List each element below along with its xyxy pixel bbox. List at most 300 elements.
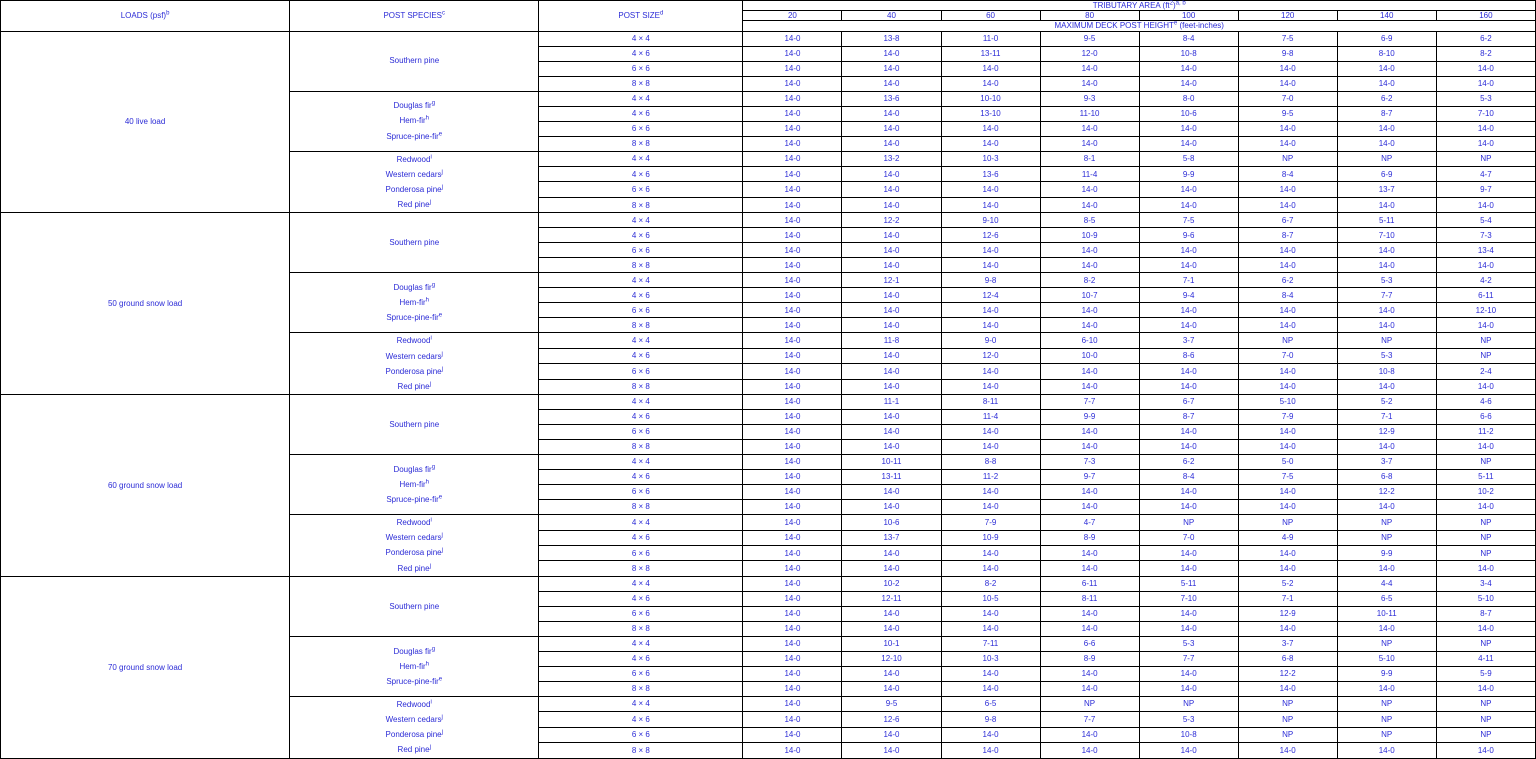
species-name: Spruce-pine-fir$^e$ bbox=[386, 312, 443, 323]
species-name-sup: j bbox=[429, 199, 431, 206]
post-height-value: 14-0 bbox=[1139, 121, 1238, 136]
post-height-value: 14-0 bbox=[1040, 500, 1139, 515]
post-height-value: 12-2 bbox=[1337, 485, 1436, 500]
post-height-value: 14-0 bbox=[743, 712, 842, 727]
band-header-units: (feet-inches) bbox=[1177, 21, 1224, 31]
post-height-value: NP bbox=[1238, 151, 1337, 166]
load-label-cell: 50 ground snow load bbox=[1, 213, 290, 395]
post-height-value: 14-0 bbox=[842, 348, 941, 363]
species-group-cell bbox=[290, 151, 539, 213]
species-group-cell bbox=[290, 395, 539, 455]
post-height-value: 3-7 bbox=[1238, 636, 1337, 651]
post-height-value: 14-0 bbox=[842, 121, 941, 136]
post-height-value: NP bbox=[1040, 696, 1139, 711]
post-size-cell: 4 × 6 bbox=[539, 591, 743, 606]
post-height-value: 14-0 bbox=[1040, 121, 1139, 136]
post-height-value: NP bbox=[1436, 545, 1535, 560]
post-height-value: 14-0 bbox=[1139, 197, 1238, 212]
post-height-value: 14-0 bbox=[1238, 136, 1337, 151]
post-height-value: 8-6 bbox=[1139, 348, 1238, 363]
post-height-value: 10-6 bbox=[842, 515, 941, 530]
post-height-value: 14-0 bbox=[941, 182, 1040, 197]
species-name-sup: h bbox=[425, 661, 430, 668]
species-name: Hem-fir$^h$ bbox=[399, 479, 430, 489]
species-group-cell bbox=[290, 31, 539, 91]
post-size-cell: 8 × 8 bbox=[539, 318, 743, 333]
post-height-value: 14-0 bbox=[842, 379, 941, 394]
species-name: Ponderosa pine$^j$ bbox=[385, 366, 443, 376]
species-name-sup: h bbox=[425, 297, 430, 304]
post-height-value: 6-10 bbox=[1040, 333, 1139, 348]
post-height-value: 14-0 bbox=[743, 681, 842, 696]
post-size-cell: 8 × 8 bbox=[539, 561, 743, 576]
post-height-value: 14-0 bbox=[941, 440, 1040, 455]
post-height-value: 14-0 bbox=[941, 364, 1040, 379]
post-height-value: 14-0 bbox=[1337, 681, 1436, 696]
tributary-header-text: TRIBUTARY AREA (ft bbox=[1092, 1, 1170, 10]
post-height-value: 14-0 bbox=[743, 591, 842, 606]
post-height-value: 14-0 bbox=[743, 243, 842, 258]
post-size-cell: 6 × 6 bbox=[539, 606, 743, 621]
species-name-sup: g bbox=[431, 100, 436, 107]
post-height-value: 14-0 bbox=[1040, 136, 1139, 151]
post-height-value: 11-4 bbox=[941, 410, 1040, 425]
post-height-value: 14-0 bbox=[1337, 258, 1436, 273]
post-height-value: 14-0 bbox=[743, 273, 842, 288]
load-label-cell: 60 ground snow load bbox=[1, 395, 290, 577]
species-name: Hem-fir$^h$ bbox=[399, 115, 430, 126]
post-size-cell: 6 × 6 bbox=[539, 727, 743, 742]
post-height-value: 6-6 bbox=[1436, 410, 1535, 425]
post-height-value: 14-0 bbox=[1040, 364, 1139, 379]
post-height-value: 14-0 bbox=[743, 348, 842, 363]
post-height-value: 3-7 bbox=[1139, 333, 1238, 348]
species-header-sup: c bbox=[442, 10, 446, 17]
post-height-value: 14-0 bbox=[941, 61, 1040, 76]
post-height-value: 6-11 bbox=[1040, 576, 1139, 591]
post-height-value: 14-0 bbox=[941, 606, 1040, 621]
post-height-value: 14-0 bbox=[743, 440, 842, 455]
post-height-value: 14-0 bbox=[1436, 743, 1535, 758]
post-height-value: 12-4 bbox=[941, 288, 1040, 303]
post-height-value: 9-9 bbox=[1139, 167, 1238, 182]
post-height-value: 6-5 bbox=[941, 696, 1040, 711]
post-size-cell: 4 × 4 bbox=[539, 31, 743, 46]
post-height-value: 13-6 bbox=[941, 167, 1040, 182]
post-height-value: 14-0 bbox=[743, 455, 842, 470]
post-height-value: NP bbox=[1139, 515, 1238, 530]
post-height-value: 14-0 bbox=[1040, 379, 1139, 394]
species-header-text: POST SPECIES bbox=[383, 11, 443, 21]
post-height-value: 8-5 bbox=[1040, 213, 1139, 228]
column-header-loads bbox=[1, 1, 290, 32]
post-height-value: 4-6 bbox=[1436, 395, 1535, 410]
post-height-value: 14-0 bbox=[842, 681, 941, 696]
species-name-sup: g bbox=[431, 645, 436, 652]
post-height-value: 14-0 bbox=[1139, 76, 1238, 91]
post-height-value: 14-0 bbox=[743, 561, 842, 576]
post-height-value: 14-0 bbox=[743, 500, 842, 515]
post-height-value: 14-0 bbox=[743, 91, 842, 106]
post-height-value: 7-1 bbox=[1337, 410, 1436, 425]
post-height-value: 9-0 bbox=[941, 333, 1040, 348]
post-height-value: 11-8 bbox=[842, 333, 941, 348]
post-height-value: 5-8 bbox=[1139, 151, 1238, 166]
post-height-value: 14-0 bbox=[1238, 743, 1337, 758]
post-size-cell: 4 × 6 bbox=[539, 410, 743, 425]
post-height-value: 14-0 bbox=[1040, 666, 1139, 681]
species-name: Spruce-pine-fir$^e$ bbox=[386, 131, 443, 141]
post-height-value: 9-8 bbox=[941, 273, 1040, 288]
post-height-value: 14-0 bbox=[842, 666, 941, 681]
post-height-value: 8-11 bbox=[1040, 591, 1139, 606]
post-height-value: 6-2 bbox=[1238, 273, 1337, 288]
species-group-cell bbox=[290, 696, 539, 758]
post-height-value: 14-0 bbox=[1238, 621, 1337, 636]
post-height-value: 5-11 bbox=[1337, 213, 1436, 228]
post-height-value: 14-0 bbox=[1436, 379, 1535, 394]
post-height-value: 7-9 bbox=[941, 515, 1040, 530]
max-deck-post-height-band bbox=[743, 21, 1536, 31]
tributary-header-sup-1: 2 bbox=[1169, 0, 1173, 7]
species-name-sup: j bbox=[441, 729, 443, 736]
post-height-value: 8-4 bbox=[1238, 288, 1337, 303]
post-height-value: 9-7 bbox=[1040, 470, 1139, 485]
post-height-value: 14-0 bbox=[743, 106, 842, 121]
post-height-value: 9-9 bbox=[1040, 410, 1139, 425]
post-size-cell: 8 × 8 bbox=[539, 743, 743, 758]
post-height-value: 14-0 bbox=[743, 666, 842, 681]
post-height-value: 7-10 bbox=[1436, 106, 1535, 121]
post-height-value: 7-10 bbox=[1139, 591, 1238, 606]
post-height-value: 5-3 bbox=[1139, 636, 1238, 651]
post-height-value: NP bbox=[1337, 515, 1436, 530]
post-height-value: NP bbox=[1337, 712, 1436, 727]
post-height-value: 14-0 bbox=[1337, 61, 1436, 76]
post-height-value: 14-0 bbox=[941, 727, 1040, 742]
post-height-value: 14-0 bbox=[842, 288, 941, 303]
post-height-value: 14-0 bbox=[1040, 681, 1139, 696]
post-height-value: 14-0 bbox=[1337, 318, 1436, 333]
species-name-sup: e bbox=[438, 494, 443, 501]
post-height-value: 14-0 bbox=[743, 530, 842, 545]
post-height-value: 14-0 bbox=[1040, 303, 1139, 318]
post-height-value: 11-2 bbox=[1436, 425, 1535, 440]
post-height-value: 14-0 bbox=[842, 440, 941, 455]
post-height-value: 8-2 bbox=[941, 576, 1040, 591]
post-height-value: 14-0 bbox=[1040, 485, 1139, 500]
post-height-value: 10-9 bbox=[941, 530, 1040, 545]
species-name-sup: j bbox=[429, 562, 431, 569]
species-name: Western cedars$^j$ bbox=[385, 714, 443, 724]
post-height-value: 14-0 bbox=[941, 425, 1040, 440]
post-height-value: 10-7 bbox=[1040, 288, 1139, 303]
post-height-value: 13-2 bbox=[842, 151, 941, 166]
post-height-value: 10-9 bbox=[1040, 228, 1139, 243]
post-height-value: 14-0 bbox=[1139, 500, 1238, 515]
post-height-value: 14-0 bbox=[1040, 561, 1139, 576]
post-height-value: 5-3 bbox=[1139, 712, 1238, 727]
post-height-value: 5-11 bbox=[1139, 576, 1238, 591]
post-height-value: 7-0 bbox=[1238, 91, 1337, 106]
post-size-cell: 6 × 6 bbox=[539, 121, 743, 136]
post-size-cell: 8 × 8 bbox=[539, 197, 743, 212]
post-height-value: 4-7 bbox=[1436, 167, 1535, 182]
post-height-value: 9-5 bbox=[842, 696, 941, 711]
post-height-value: 7-7 bbox=[1040, 395, 1139, 410]
post-height-value: 14-0 bbox=[1436, 121, 1535, 136]
post-height-value: 14-0 bbox=[1139, 61, 1238, 76]
post-height-value: 4-11 bbox=[1436, 651, 1535, 666]
post-size-cell: 8 × 8 bbox=[539, 136, 743, 151]
species-group-cell bbox=[290, 576, 539, 636]
post-size-cell: 8 × 8 bbox=[539, 258, 743, 273]
post-height-value: 6-5 bbox=[1337, 591, 1436, 606]
post-height-value: 7-7 bbox=[1139, 651, 1238, 666]
post-height-value: 14-0 bbox=[743, 333, 842, 348]
post-height-value: NP bbox=[1337, 636, 1436, 651]
species-name: Southern pine bbox=[389, 601, 440, 611]
size-header-sup: d bbox=[660, 10, 664, 17]
table-row bbox=[1, 31, 1536, 46]
post-height-value: 14-0 bbox=[1040, 440, 1139, 455]
species-name: Red pine$^j$ bbox=[397, 744, 431, 755]
post-height-value: 12-2 bbox=[1238, 666, 1337, 681]
tributary-col-120: 120 bbox=[1238, 11, 1337, 21]
post-height-value: 14-0 bbox=[743, 410, 842, 425]
post-height-value: 14-0 bbox=[743, 727, 842, 742]
post-size-cell: 6 × 6 bbox=[539, 243, 743, 258]
post-height-value: 9-8 bbox=[941, 712, 1040, 727]
post-height-value: 14-0 bbox=[1040, 545, 1139, 560]
post-height-value: 4-7 bbox=[1040, 515, 1139, 530]
post-height-value: 14-0 bbox=[941, 318, 1040, 333]
post-height-value: 14-0 bbox=[1139, 364, 1238, 379]
post-height-value: 14-0 bbox=[941, 258, 1040, 273]
post-size-cell: 6 × 6 bbox=[539, 61, 743, 76]
post-height-value: 6-7 bbox=[1238, 213, 1337, 228]
post-height-value: 8-4 bbox=[1139, 31, 1238, 46]
post-height-value: 8-9 bbox=[1040, 651, 1139, 666]
species-name: Ponderosa pine$^j$ bbox=[385, 729, 443, 740]
post-height-value: 14-0 bbox=[1139, 545, 1238, 560]
column-header-post-size bbox=[539, 1, 743, 32]
post-height-value: 9-6 bbox=[1139, 228, 1238, 243]
post-height-value: 14-0 bbox=[1238, 121, 1337, 136]
post-height-value: 14-0 bbox=[1238, 440, 1337, 455]
species-name-sup: j bbox=[441, 547, 443, 554]
size-header-text: POST SIZE bbox=[618, 11, 661, 21]
post-height-value: 5-3 bbox=[1337, 273, 1436, 288]
post-height-value: 14-0 bbox=[1040, 621, 1139, 636]
post-height-value: NP bbox=[1238, 333, 1337, 348]
post-height-value: 14-0 bbox=[743, 151, 842, 166]
species-name: Ponderosa pine$^j$ bbox=[385, 184, 443, 194]
post-height-value: 7-11 bbox=[941, 636, 1040, 651]
post-height-value: 8-7 bbox=[1436, 606, 1535, 621]
post-height-value: 12-11 bbox=[842, 591, 941, 606]
post-height-value: 5-3 bbox=[1337, 348, 1436, 363]
post-height-value: 14-0 bbox=[1040, 182, 1139, 197]
header-row-top bbox=[1, 1, 1536, 11]
post-height-value: 4-4 bbox=[1337, 576, 1436, 591]
post-size-cell: 4 × 6 bbox=[539, 530, 743, 545]
table-row bbox=[1, 213, 1536, 228]
post-height-value: 14-0 bbox=[1040, 743, 1139, 758]
post-size-cell: 8 × 8 bbox=[539, 681, 743, 696]
species-name: Hem-fir$^h$ bbox=[399, 297, 430, 308]
post-height-value: 10-6 bbox=[1139, 106, 1238, 121]
post-height-value: 14-0 bbox=[1337, 197, 1436, 212]
post-height-value: 3-7 bbox=[1337, 455, 1436, 470]
post-height-value: 6-9 bbox=[1337, 31, 1436, 46]
post-height-value: 14-0 bbox=[1139, 136, 1238, 151]
post-height-value: 8-11 bbox=[941, 395, 1040, 410]
post-height-value: 14-0 bbox=[1238, 500, 1337, 515]
post-height-value: 5-10 bbox=[1337, 651, 1436, 666]
post-height-value: NP bbox=[1436, 636, 1535, 651]
species-name-sup: e bbox=[438, 312, 443, 319]
post-height-value: 14-0 bbox=[743, 318, 842, 333]
post-size-cell: 8 × 8 bbox=[539, 500, 743, 515]
post-height-value: 14-0 bbox=[743, 182, 842, 197]
tributary-col-80: 80 bbox=[1040, 11, 1139, 21]
species-name-sup: j bbox=[441, 714, 443, 721]
post-height-value: 14-0 bbox=[1139, 621, 1238, 636]
post-height-value: NP bbox=[1337, 696, 1436, 711]
species-name: Redwood$^i$ bbox=[396, 699, 432, 709]
post-height-value: 9-5 bbox=[1238, 106, 1337, 121]
post-height-value: 12-6 bbox=[941, 228, 1040, 243]
post-height-value: 14-0 bbox=[1436, 197, 1535, 212]
post-height-value: 14-0 bbox=[1337, 121, 1436, 136]
post-height-value: 14-0 bbox=[941, 561, 1040, 576]
post-height-value: 8-8 bbox=[941, 455, 1040, 470]
post-height-value: 5-3 bbox=[1436, 91, 1535, 106]
post-height-value: 7-10 bbox=[1337, 228, 1436, 243]
post-size-cell: 4 × 4 bbox=[539, 213, 743, 228]
post-height-value: 9-8 bbox=[1238, 46, 1337, 61]
post-height-value: NP bbox=[1337, 151, 1436, 166]
post-height-value: 14-0 bbox=[842, 228, 941, 243]
post-size-cell: 4 × 6 bbox=[539, 288, 743, 303]
post-height-value: 14-0 bbox=[842, 606, 941, 621]
post-height-value: 14-0 bbox=[1139, 743, 1238, 758]
post-height-value: 14-0 bbox=[1139, 303, 1238, 318]
species-name-sup: j bbox=[441, 366, 443, 373]
species-name-sup: i bbox=[430, 335, 432, 342]
post-height-value: 14-0 bbox=[1139, 485, 1238, 500]
column-header-post-species bbox=[290, 1, 539, 32]
post-height-value: 10-8 bbox=[1139, 727, 1238, 742]
post-height-value: 8-7 bbox=[1139, 410, 1238, 425]
post-size-cell: 4 × 6 bbox=[539, 106, 743, 121]
tributary-col-60: 60 bbox=[941, 11, 1040, 21]
species-name: Spruce-pine-fir$^e$ bbox=[386, 494, 443, 505]
post-size-cell: 4 × 6 bbox=[539, 167, 743, 182]
post-height-value: 8-7 bbox=[1337, 106, 1436, 121]
post-height-value: NP bbox=[1238, 712, 1337, 727]
post-height-value: 14-0 bbox=[941, 121, 1040, 136]
post-height-value: 14-0 bbox=[743, 303, 842, 318]
post-height-value: NP bbox=[1337, 333, 1436, 348]
post-height-value: 2-4 bbox=[1436, 364, 1535, 379]
post-height-value: 3-4 bbox=[1436, 576, 1535, 591]
post-height-value: 4-2 bbox=[1436, 273, 1535, 288]
post-height-value: 14-0 bbox=[1337, 379, 1436, 394]
post-height-value: 14-0 bbox=[1337, 621, 1436, 636]
species-name: Western cedars$^j$ bbox=[385, 169, 443, 179]
post-height-value: 10-8 bbox=[1139, 46, 1238, 61]
post-height-value: 14-0 bbox=[1436, 681, 1535, 696]
post-height-value: 14-0 bbox=[1040, 425, 1139, 440]
post-height-value: NP bbox=[1436, 530, 1535, 545]
species-name: Ponderosa pine$^j$ bbox=[385, 547, 443, 558]
species-group-cell bbox=[290, 333, 539, 395]
post-height-value: 11-4 bbox=[1040, 167, 1139, 182]
band-header-sup: e bbox=[1173, 20, 1178, 27]
post-size-cell: 6 × 6 bbox=[539, 364, 743, 379]
post-size-cell: 6 × 6 bbox=[539, 545, 743, 560]
post-height-value: NP bbox=[1337, 727, 1436, 742]
post-height-value: 14-0 bbox=[1139, 561, 1238, 576]
post-size-cell: 4 × 6 bbox=[539, 228, 743, 243]
column-header-tributary-area bbox=[743, 1, 1536, 11]
table-row bbox=[1, 576, 1536, 591]
species-group-cell bbox=[290, 455, 539, 515]
post-height-value: NP bbox=[1436, 348, 1535, 363]
species-name-sup: e bbox=[438, 676, 443, 683]
post-height-value: NP bbox=[1436, 712, 1535, 727]
species-group-cell bbox=[290, 213, 539, 273]
post-height-value: 7-7 bbox=[1337, 288, 1436, 303]
post-height-value: NP bbox=[1238, 727, 1337, 742]
post-size-cell: 8 × 8 bbox=[539, 440, 743, 455]
post-height-value: 14-0 bbox=[842, 500, 941, 515]
post-height-value: 10-2 bbox=[842, 576, 941, 591]
post-height-value: 10-3 bbox=[941, 651, 1040, 666]
species-name-sup: i bbox=[430, 517, 432, 524]
post-height-value: 13-11 bbox=[842, 470, 941, 485]
post-height-value: 13-8 bbox=[842, 31, 941, 46]
species-group-cell bbox=[290, 636, 539, 696]
post-height-value: 14-0 bbox=[1139, 440, 1238, 455]
species-name: Douglas fir$^g$ bbox=[393, 464, 436, 474]
post-height-value: 14-0 bbox=[743, 46, 842, 61]
species-name-sup: g bbox=[431, 282, 436, 289]
post-height-value: 14-0 bbox=[842, 243, 941, 258]
post-height-value: 14-0 bbox=[743, 364, 842, 379]
post-size-cell: 6 × 6 bbox=[539, 303, 743, 318]
post-size-cell: 4 × 6 bbox=[539, 348, 743, 363]
tributary-col-160: 160 bbox=[1436, 11, 1535, 21]
post-height-value: 12-10 bbox=[1436, 303, 1535, 318]
post-height-value: 14-0 bbox=[941, 197, 1040, 212]
post-height-value: 14-0 bbox=[842, 303, 941, 318]
post-size-cell: 4 × 4 bbox=[539, 515, 743, 530]
post-height-value: 14-0 bbox=[1238, 258, 1337, 273]
post-height-value: 14-0 bbox=[842, 621, 941, 636]
post-height-value: 5-0 bbox=[1238, 455, 1337, 470]
post-height-value: 14-0 bbox=[842, 485, 941, 500]
post-height-value: 13-4 bbox=[1436, 243, 1535, 258]
post-height-value: 14-0 bbox=[842, 561, 941, 576]
post-height-value: 14-0 bbox=[743, 545, 842, 560]
post-height-value: 14-0 bbox=[941, 681, 1040, 696]
post-size-cell: 4 × 4 bbox=[539, 395, 743, 410]
band-header-text: MAXIMUM DECK POST HEIGHT bbox=[1054, 21, 1174, 31]
post-height-value: 14-0 bbox=[1337, 136, 1436, 151]
